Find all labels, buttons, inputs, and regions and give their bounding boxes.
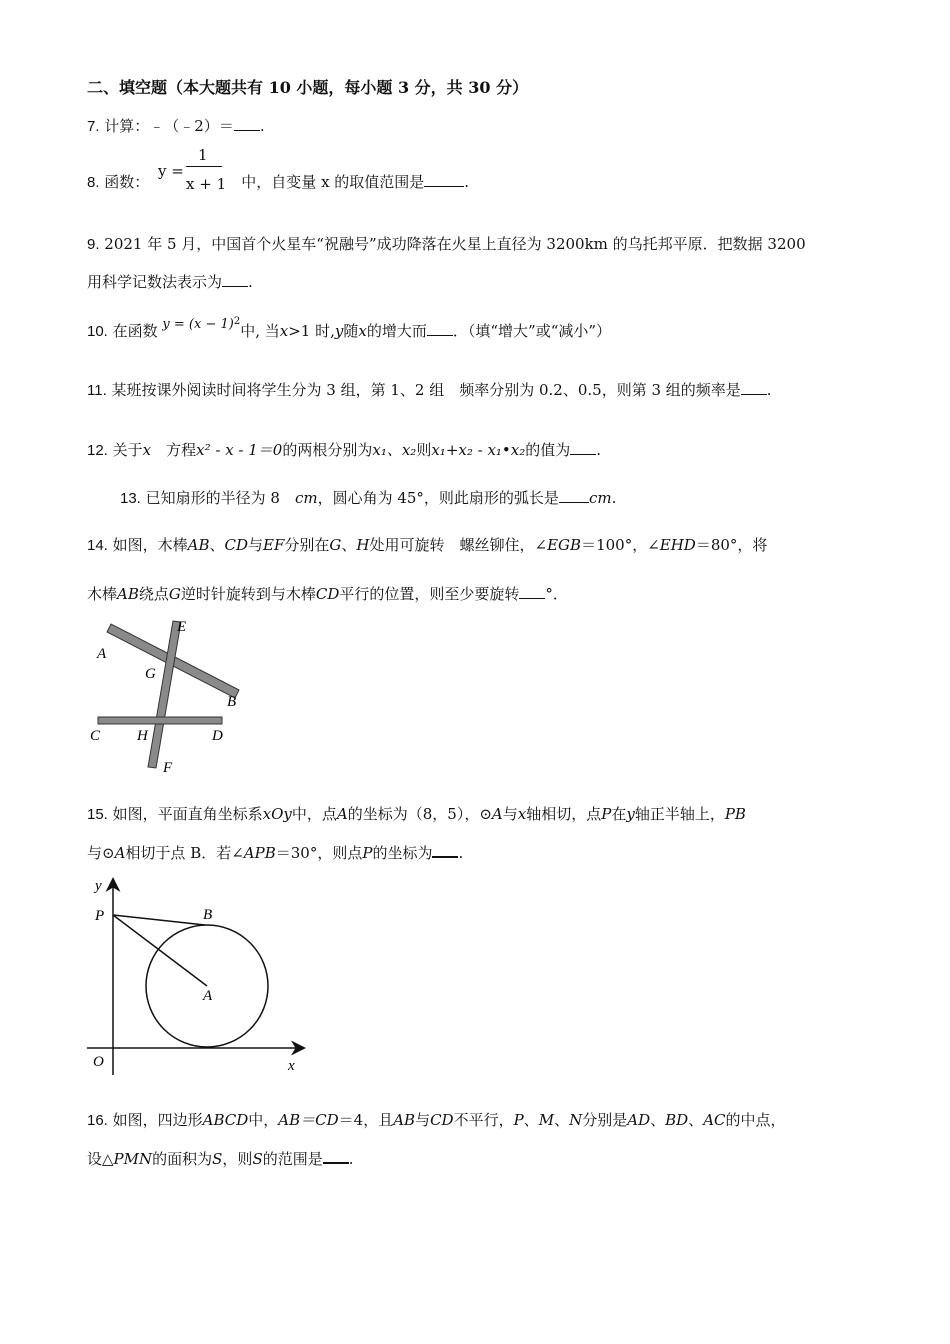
question-end: . [766,381,772,399]
answer-blank[interactable] [559,488,589,503]
question-text: 的范围是 [262,1150,323,1168]
label-e: E [177,619,187,635]
question-9-line-1 [87,234,806,255]
question-text: 与 [502,805,518,823]
coord-system: xOy [262,805,292,823]
question-text: 函数： [99,173,150,191]
segment-cd: CD [430,1111,454,1129]
question-text: 方程 [151,441,197,459]
answer-blank[interactable] [570,440,596,455]
var-x: x [142,441,152,459]
question-14-line-1 [87,535,767,556]
label-c: C [90,728,101,744]
separator: 、 [554,1111,570,1129]
question-text: 与 [248,536,264,554]
question-14-line-2 [87,584,568,604]
label-p: P [95,908,105,924]
question-text: 分别在 [284,536,330,554]
segment-cd: CD [315,585,340,603]
rod-ef [148,621,181,768]
formula-y-eq: y = [158,162,184,180]
fraction-bar [186,166,222,167]
separator: 、 [650,1111,666,1129]
question-text: 中, 当 [240,322,280,340]
var-s: S [212,1150,223,1168]
q15-figure [85,870,315,1080]
point-m: M [538,1111,555,1129]
question-number: 7. [87,118,100,135]
formula: y = (x − 1) [162,317,234,332]
var-y: y [334,322,344,340]
question-end: . [259,117,265,135]
question-number: 13. [120,490,141,507]
question-number: 8. [87,174,100,191]
question-text: 计算：﹣（﹣2）＝ [99,117,234,135]
question-text: ＝30°，则点 [275,844,363,862]
equation: x² - x - 1＝0 [196,441,283,459]
question-text: 轴相切，点 [526,805,602,823]
answer-blank[interactable] [741,380,767,395]
segment-pb [113,915,205,925]
question-text: ＝4，且 [338,1111,394,1129]
question-text: 绕点 [138,585,169,603]
separator: 、 [688,1111,704,1129]
segment-cd: CD [224,536,249,554]
question-text: 逆时针旋转到与木棒 [180,585,316,603]
question-15-line-1 [87,804,746,825]
point-h: H [356,536,370,554]
segment-ef: EF [263,536,285,554]
triangle-pmn: PMN [113,1150,153,1168]
question-8 [87,172,469,193]
segment-ac: AC [703,1111,726,1129]
question-text: 处用可旋转 螺丝铆住，∠ [369,536,548,554]
answer-blank[interactable] [432,842,458,858]
question-text: 则 [416,441,432,459]
quadrilateral: ABCD [202,1111,249,1129]
label-b: B [227,694,237,710]
question-text: 中，自变量 x 的取值范围是 [241,173,425,191]
question-end: . [596,441,602,459]
answer-blank[interactable] [424,172,464,187]
answer-blank[interactable] [222,272,248,287]
equation: AB＝CD [278,1111,339,1129]
question-text: 关于 [107,441,143,459]
question-end: °． [545,585,568,603]
question-number: 10. [87,323,108,340]
segment-bd: BD [665,1111,689,1129]
formula-denominator: x + 1 [186,175,227,193]
label-b: B [203,907,213,923]
question-end: . [611,489,617,507]
segment-ad: AD [627,1111,651,1129]
question-text: ＝80°，将 [695,536,768,554]
label-a: A [97,646,107,662]
point-g: G [168,585,181,603]
formula-exponent: 2 [233,316,241,327]
unit: cm [588,489,612,507]
question-text: 相切于点 B．若∠ [125,844,244,862]
rod-cd [98,717,222,724]
question-text: 不平行， [453,1111,514,1129]
separator: 、 [341,536,357,554]
question-text: >1 时, [288,322,335,340]
label-a: A [203,988,213,1004]
question-text: 的坐标为 [372,844,433,862]
question-end: . [464,173,470,191]
roots: x₁、x₂ [372,441,417,459]
label-o: O [93,1054,104,1070]
var-s: S [252,1150,263,1168]
question-text: 某班按课外阅读时间将学生分为 3 组，第 1、2 组 频率分别为 0.2、0.5，则第 3 组的频率是 [106,381,741,399]
question-text: 木棒 [87,585,118,603]
angle-egb: EGB [547,536,582,554]
question-text: 的坐标为（8，5），⊙ [347,805,492,823]
question-text: 如图，四边形 [107,1111,203,1129]
question-text: 如图，木棒 [107,536,188,554]
question-16-line-1 [87,1110,786,1131]
question-text: 的值为 [525,441,571,459]
question-16-line-2 [87,1148,354,1169]
q14-figure [85,612,255,782]
question-number: 11. [87,382,107,399]
question-text: 设△ [87,1150,114,1168]
segment-ab: AB [117,585,139,603]
point-a: A [336,805,348,823]
separator: 、 [523,1111,539,1129]
answer-blank[interactable] [427,321,453,336]
answer-blank[interactable] [323,1148,349,1164]
question-text: 的增大而 [366,322,427,340]
question-11 [87,380,772,401]
var-x: x [279,322,289,340]
section-title: 二、填空题（本大题共有 10 小题，每小题 3 分，共 30 分） [87,78,529,97]
question-7 [87,116,265,137]
question-9-line-2 [87,272,253,292]
point-p: P [601,805,612,823]
segment-ab: AB [393,1111,416,1129]
question-text: 随 [343,322,359,340]
question-text: 的中点， [725,1111,786,1129]
label-x: x [288,1058,295,1074]
question-number: 14. [87,537,108,554]
angle-ehd: EHD [659,536,696,554]
segment-ab: AB [187,536,210,554]
label-d: D [212,728,223,744]
point-a: A [114,844,126,862]
label-y: y [95,878,102,894]
question-end: . [458,844,464,862]
question-number: 9. [87,236,100,253]
var-x: x [358,322,367,340]
question-text: 2021 年 5 月，中国首个火星车“祝融号”成功降落在火星上直径为 3200km 的乌托邦平原．把数据 3200 [99,235,806,253]
question-end: . [248,273,253,291]
point-n: N [569,1111,583,1129]
question-end: ．（填“增大”或“减小”） [452,322,612,340]
point-p: P [362,844,373,862]
question-text: 平行的位置，则至少要旋转 [339,585,520,603]
question-text: 与⊙ [87,844,115,862]
var-y: y [626,805,635,823]
separator: 、 [209,536,225,554]
label-f: F [163,760,173,776]
question-text: 的两根分别为 [282,441,373,459]
point-a: A [491,805,503,823]
question-number: 15. [87,806,108,823]
question-10 [87,318,611,343]
expression: x₁+x₂ - x₁•x₂ [431,441,526,459]
question-12 [87,440,601,461]
question-text: 与 [415,1111,431,1129]
unit: cm [294,489,318,507]
label-h: H [137,728,148,744]
question-text: 轴正半轴上， [634,805,725,823]
question-text: ，圆心角为 45°，则此扇形的弧长是 [317,489,559,507]
formula-numerator: 1 [198,146,208,164]
answer-blank[interactable] [234,116,260,131]
question-text: ，则 [222,1150,253,1168]
var-x: x [517,805,527,823]
question-text: 中，点 [291,805,337,823]
question-text: 在 [611,805,627,823]
point-p: P [513,1111,524,1129]
question-text: 分别是 [582,1111,628,1129]
question-number: 16. [87,1112,108,1129]
question-text: 如图，平面直角坐标系 [107,805,263,823]
segment-pb: PB [724,805,746,823]
point-g: G [329,536,342,554]
angle-apb: APB [243,844,276,862]
question-text: 中， [248,1111,279,1129]
question-text: ＝100°，∠ [581,536,660,554]
question-number: 12. [87,442,108,459]
question-text: 的面积为 [152,1150,213,1168]
answer-blank[interactable] [519,584,545,599]
question-text: 已知扇形的半径为 8 [140,489,295,507]
question-text: 用科学记数法表示为 [87,273,223,291]
question-end: . [348,1150,354,1168]
segment-pa [113,915,207,986]
question-15-line-2 [87,842,463,863]
question-text: 在函数 [107,322,158,340]
question-13 [120,488,616,509]
label-g: G [145,666,156,682]
